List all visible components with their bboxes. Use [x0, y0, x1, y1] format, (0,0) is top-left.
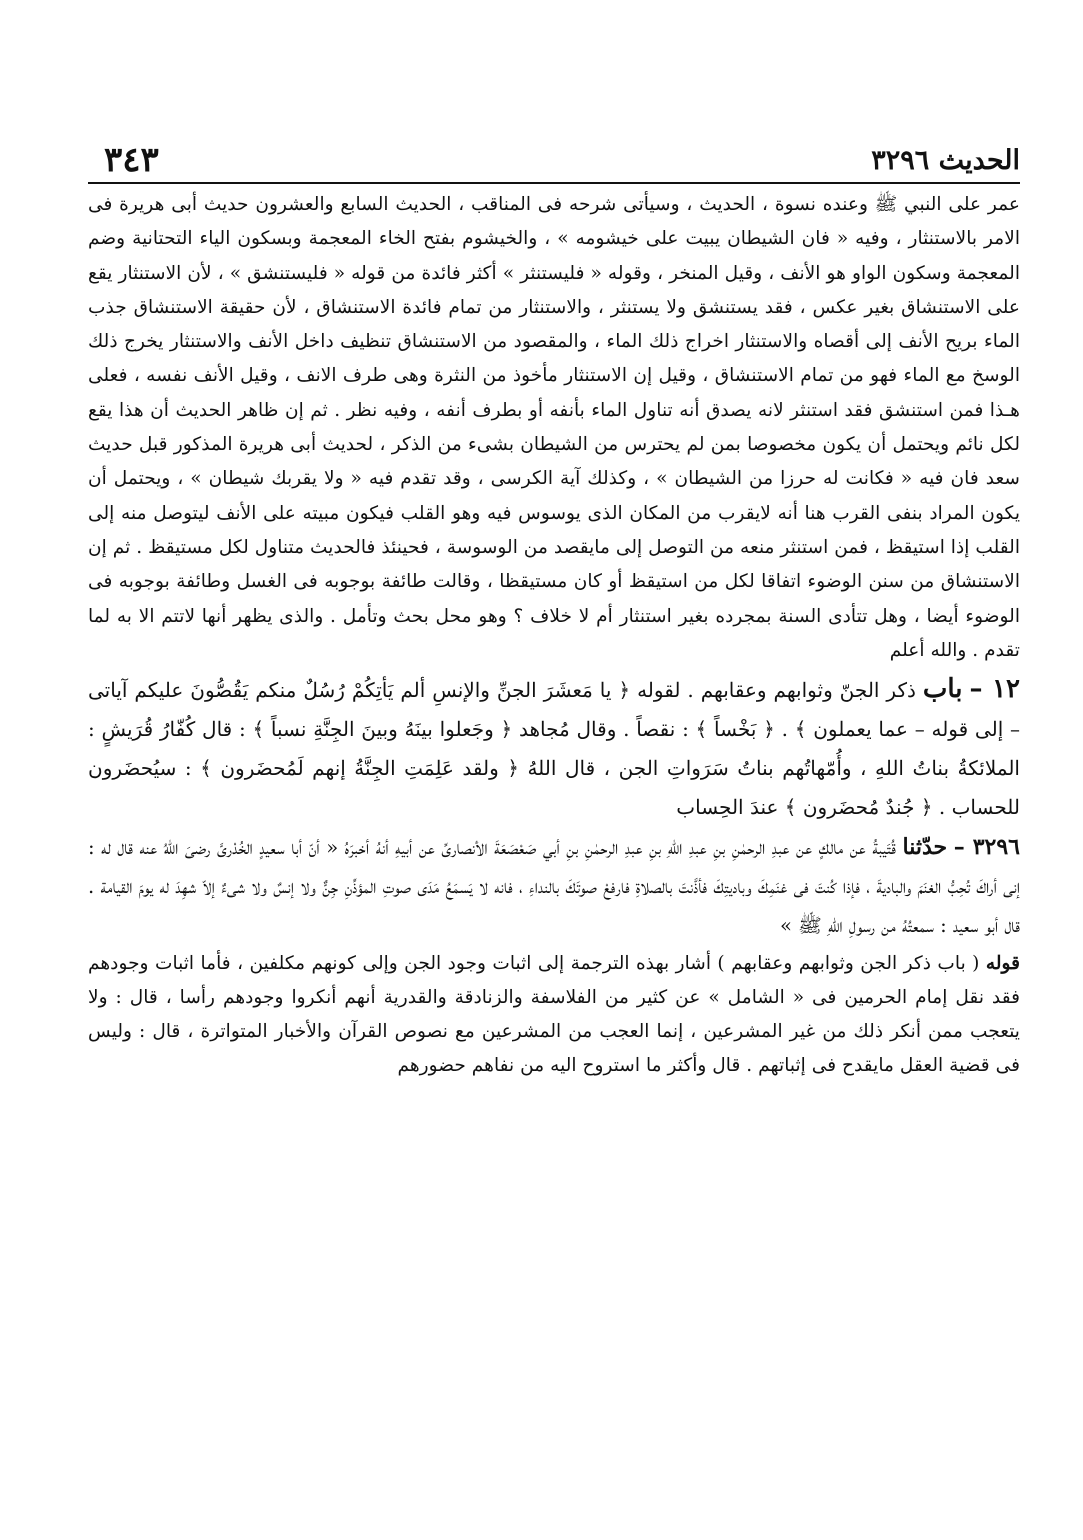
chapter-heading: [88, 670, 1020, 826]
hadith-keyword: حدّثنا: [902, 834, 948, 861]
chapter-keyword: باب: [922, 674, 963, 705]
page-number: ٣٤٣: [104, 140, 159, 180]
hadith-number: ٣٢٩٦ –: [953, 834, 1020, 861]
commentary-paragraph: عمر على النبي ﷺ وعنده نسوة ، الحديث ، وسيأتى شرحه فى المناقب ، الحديث السابع والعشرون حديث أبى هريرة فى الامر بالاستنثار ، وفيه « فان الشيطان يبيت على خيشومه » ، والخيشوم بفتح الخاء المعجمة وبسكون الياء التحتانية وضم المعجمة وسكون الواو هو الأنف ، وقيل المنخر ، وقوله « فليستنثر » أكثر فائدة من قوله « فليستنشق » ، لأن الاستنثار يقع على الاستنشاق بغير عكس ، فقد يستنشق ولا يستنثر ، والاستنثار من تمام فائدة الاستنشاق ، لأن حقيقة الاستنشاق جذب الماء بريح الأنف إلى أقصاه والاستنثار اخراج ذلك الماء ، والمقصود من الاستنشاق تنظيف داخل الأنف والاستنثار يخرج ذلك الوسخ مع الماء فهو من تمام الاستنشاق ، وقيل إن الاستنثار مأخوذ من النثرة وهى طرف الانف ، وقيل الأنف نفسه ، فعلى هـذا فمن استنشق فقد استنثر لانه يصدق أنه تناول الماء بأنفه أو بطرف أنفه ، وفيه نظر . ثم إن ظاهر الحديث أن هذا يقع لكل نائم ويحتمل أن يكون مخصوصا بمن لم يحترس من الشيطان بشىء من الذكر ، لحديث أبى هريرة المذكور قبل حديث سعد فان فيه « فكانت له حرزا من الشيطان » ، وكذلك آية الكرسى ، وقد تقدم فيه « ولا يقربك شيطان » ، ويحتمل أن يكون المراد بنفى القرب هنا أنه لايقرب من المكان الذى يوسوس فيه وهو القلب فيكون مبيته على الأنف ليتوصل منه إلى القلب إذا استيقظ ، فمن استنثر منعه من التوصل إلى مايقصد من الوسوسة ، فحينئذ فالحديث متناول لكل مستيقظ . ثم إن الاستنشاق من سنن الوضوء اتفاقا لكل من استيقظ أو كان مستيقظا ، وقالت طائفة بوجوبه فى الغسل وطائفة بوجوبه فى الوضوء أيضا ، وهل تتأدى السنة بمجرده بغير استنثار أم لا خلاف ؟ وهو محل بحث وتأمل . والذى يظهر أنها لاتتم الا به لما تقدم . والله أعلم: [88, 194, 1020, 661]
chapter-number: ١٢ –: [969, 674, 1021, 705]
book-page: [88, 132, 1020, 1083]
commentary-keyword: قوله: [985, 953, 1020, 975]
header-rule: [88, 182, 1020, 184]
hadith-text: قُتَيبةُ عن مالكٍ عن عبدِ الرحمٰنِ بنِ عبدِ اللهِ بنِ عبدِ الرحمٰنِ بنِ أبي صَعْصَعَةَ الأنصارىِّ عن أبيهِ أنهُ أخبرَهُ « أنّ أبا سعيدٍ الخُدْرىَّ رضىَ اللهُ عنه قال له : إنى أراكَ تُحِبُّ الغنَمَ والباديةَ ، فإذا كُنتَ فى غنَمِكَ وباديتِكَ فأذَّنتَ بالصلاةِ فارفعْ صوتَكَ بالنداءِ ، فانه لا يَسمَعُ مَدَى صوتِ المؤذِّنِ جِنٌّ ولا إنسٌ ولا شىءٌ إلاّ شهِدَ له يومَ القيامة . قال أبو سعيد : سمعتُهُ من رسولِ اللهِ ﷺ »: [88, 836, 1020, 937]
running-title: الحديث ٣٢٩٦: [871, 145, 1020, 176]
page-header: [88, 132, 1020, 180]
hadith-text-block: [88, 828, 1020, 945]
chapter-commentary: [88, 947, 1020, 1083]
chapter-text: ذكر الجنّ وثوابهم وعقابهم . لقوله ﴿ يا مَعشَرَ الجنِّ والإنسِ ألم يَأتِكُمْ رُسُلٌ منكم يَقُصُّونَ عليكم آياتى – إلى قوله – عما يعملون ﴾ . ﴿ بَخْساً ﴾ : نقصاً . وقال مُجاهد ﴿ وجَعلوا بينَهُ وبينَ الجِنَّةِ نسباً ﴾ : قال كُفّارُ قُرَيشٍ : الملائكةُ بناتُ اللهِ ، وأُمّهاتُهم بناتُ سَرَواتِ الجن ، قال اللهُ ﴿ ولقد عَلِمَتِ الجِنَّةُ إنهم لَمُحضَرون ﴾ : سيُحضَرون للحساب . ﴿ جُندٌ مُحضَرون ﴾ عندَ الحِساب: [88, 678, 1020, 819]
commentary-text: ( باب ذكر الجن وثوابهم وعقابهم ) أشار بهذه الترجمة إلى اثبات وجود الجن وإلى كونهم مكلفين ، فأما اثبات وجودهم فقد نقل إمام الحرمين فى « الشامل » عن كثير من الفلاسفة والزنادقة والقدرية أنهم أنكروا وجودهم رأسا ، قال : ولا يتعجب ممن أنكر ذلك من غير المشرعين ، إنما العجب من المشرعين مع نصوص القرآن والأخبار المتواترة ، قال : وليس فى قضية العقل مايقدح فى إثباتهم . قال وأكثر ما استروح اليه من نفاهم حضورهم: [88, 953, 1020, 1077]
